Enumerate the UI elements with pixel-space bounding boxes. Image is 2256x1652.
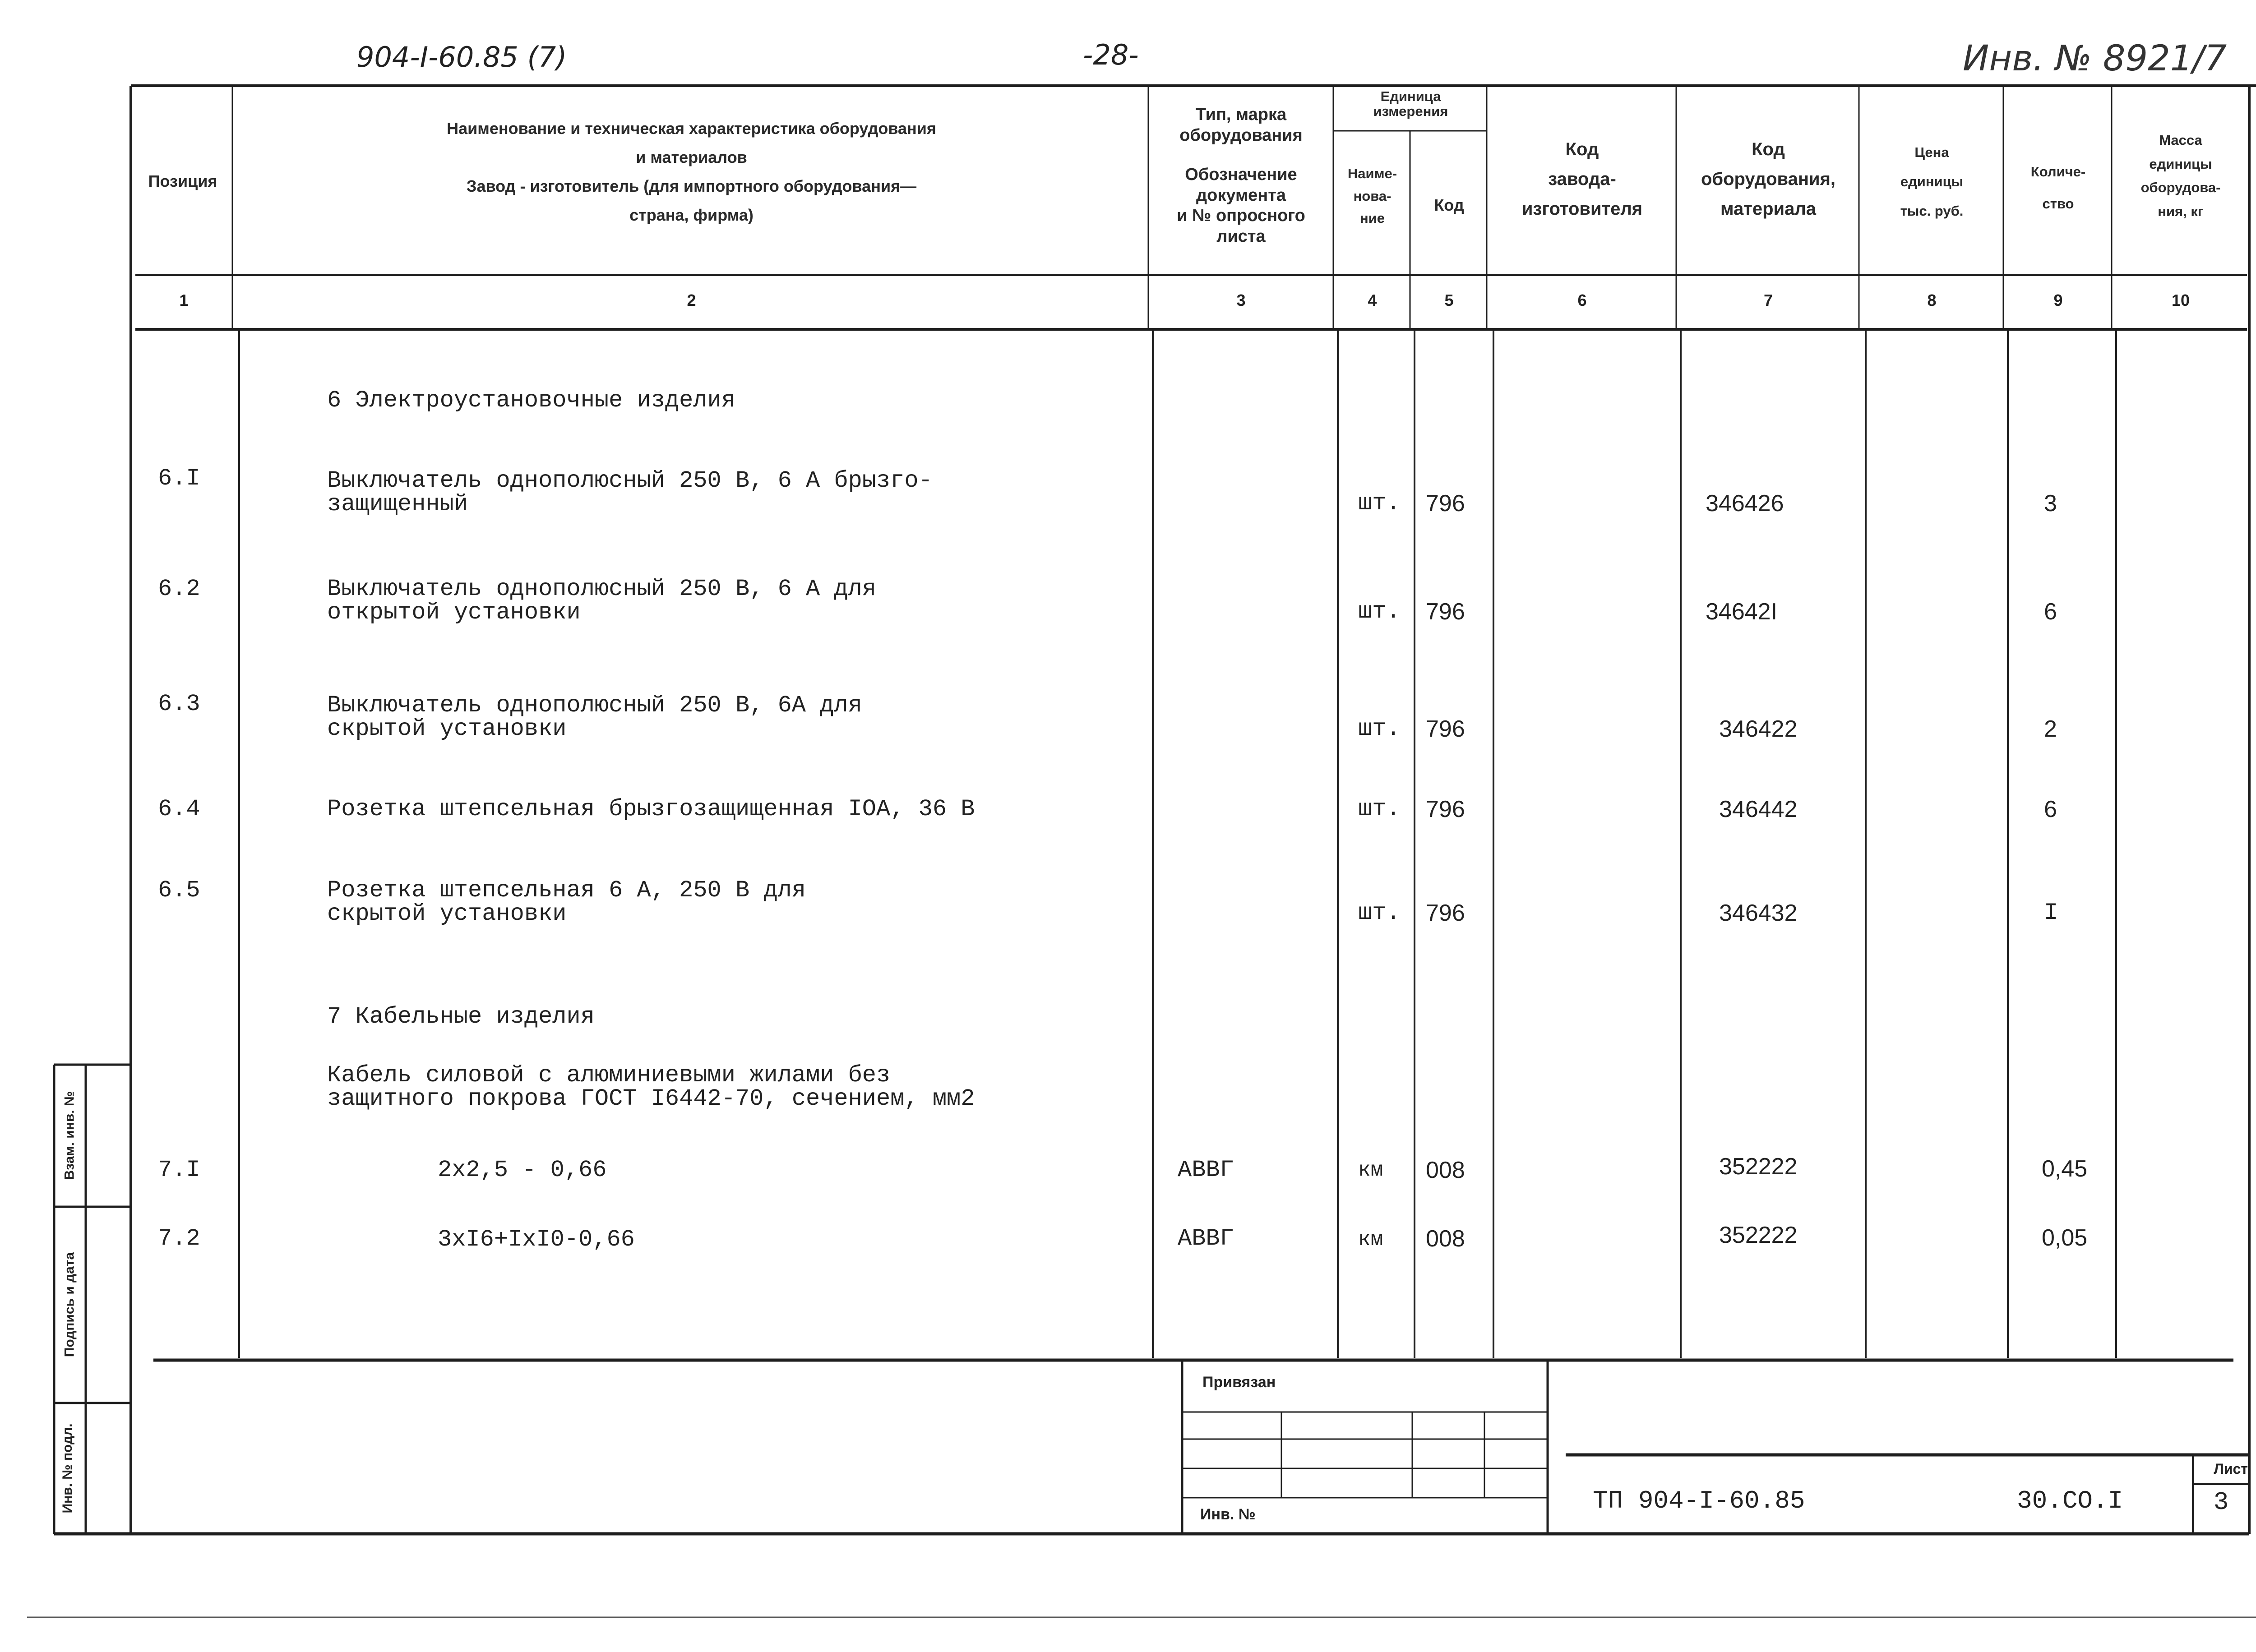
row-unit-code: 796 xyxy=(1426,796,1465,822)
row-position: 6.4 xyxy=(158,796,200,822)
col-number: 4 xyxy=(1368,291,1377,309)
stamp-inv-no: Инв. № xyxy=(1200,1506,1256,1523)
col-number: 2 xyxy=(687,291,696,309)
header-type: Тип, марка оборудования Обозначение документа и № опросного листа xyxy=(1177,105,1305,246)
row-name: Розетка штепсельная брызгозащищенная IOA, 36 В xyxy=(327,796,975,822)
header-unit-group: Единица измерения xyxy=(1373,88,1448,119)
row-unit-code: 008 xyxy=(1426,1157,1465,1183)
col-number: 9 xyxy=(2053,291,2063,309)
row-position: 6.I xyxy=(158,465,200,492)
row-type: АВВГ xyxy=(1178,1157,1234,1183)
header-mass: Масса единицы оборудова- ния, кг xyxy=(2140,132,2221,220)
col-number: 1 xyxy=(179,291,189,309)
row-name: Выключатель однополюсный 250 В, 6А для скрытой установки xyxy=(327,692,862,742)
row-name: Выключатель однополюсный 250 В, 6 А брызго- защищенный xyxy=(327,467,933,517)
row-unit-code: 008 xyxy=(1426,1226,1465,1252)
col-number: 3 xyxy=(1236,291,1246,309)
inventory-number: Инв. № 8921/7 xyxy=(1963,38,2227,79)
col-number: 5 xyxy=(1444,291,1454,309)
row-unit: шт. xyxy=(1358,900,1401,926)
cable-description: Кабель силовой с алюминиевыми жилами без защитного покрова ГОСТ I6442-70, сечением, мм2 xyxy=(327,1062,975,1112)
page-number: -28- xyxy=(1083,38,1139,71)
row-quantity: 0,05 xyxy=(2042,1225,2088,1251)
row-material-code: 34642I xyxy=(1706,599,1778,625)
row-type: АВВГ xyxy=(1178,1225,1234,1252)
row-quantity: I xyxy=(2044,900,2058,926)
row-material-code: 352222 xyxy=(1719,1154,1798,1180)
row-position: 6.2 xyxy=(158,576,200,602)
col-number: 8 xyxy=(1927,291,1937,309)
row-quantity: 3 xyxy=(2044,490,2057,517)
row-name: 3xI6+IxI0-0,66 xyxy=(438,1226,635,1253)
row-quantity: 2 xyxy=(2044,716,2057,742)
row-material-code: 352222 xyxy=(1719,1222,1798,1248)
row-quantity: 6 xyxy=(2044,599,2057,625)
row-unit: шт. xyxy=(1358,598,1401,625)
stamp-privyazan: Привязан xyxy=(1202,1374,1276,1391)
row-unit-code: 796 xyxy=(1426,900,1465,926)
header-unit-code: Код xyxy=(1434,196,1464,214)
row-quantity: 6 xyxy=(2044,796,2057,822)
row-material-code: 346432 xyxy=(1719,900,1798,926)
row-material-code: 346422 xyxy=(1719,716,1798,742)
stamp-code: 30.CO.I xyxy=(2017,1486,2123,1515)
row-name: 2x2,5 - 0,66 xyxy=(438,1157,607,1183)
stamp-sheet-number: 3 xyxy=(2213,1488,2229,1517)
row-position: 6.5 xyxy=(158,877,200,904)
row-position: 6.3 xyxy=(158,691,200,717)
row-unit-code: 796 xyxy=(1426,490,1465,517)
doc-code: 904-I-60.85 (7) xyxy=(356,41,567,74)
row-material-code: 346442 xyxy=(1719,796,1798,822)
header-quantity: Количе- ство xyxy=(2030,164,2086,212)
col-number: 10 xyxy=(2171,291,2190,309)
row-name: Розетка штепсельная 6 А, 250 В для скрытой установки xyxy=(327,877,806,927)
col-number: 7 xyxy=(1763,291,1773,309)
header-factory-code: Код завода- изготовителя xyxy=(1521,139,1643,219)
side-stamp-inv-podl: Инв. № подл. xyxy=(60,1423,75,1514)
row-unit: км xyxy=(1358,1228,1383,1251)
row-unit: шт. xyxy=(1358,796,1401,822)
row-quantity: 0,45 xyxy=(2042,1156,2088,1182)
row-position: 7.I xyxy=(158,1157,200,1183)
section-heading: 7 Кабельные изделия xyxy=(327,1003,595,1030)
header-position: Позиция xyxy=(148,172,217,190)
col-number: 6 xyxy=(1577,291,1587,309)
header-material-code: Код оборудования, материала xyxy=(1701,139,1836,219)
row-unit: шт. xyxy=(1358,715,1401,742)
header-unit-name: Наиме- нова- ние xyxy=(1347,166,1397,226)
side-stamp-signature: Подпись и дата xyxy=(62,1252,77,1357)
section-heading: 6 Электроустановочные изделия xyxy=(327,387,735,414)
row-position: 7.2 xyxy=(158,1225,200,1252)
row-unit: км xyxy=(1358,1158,1383,1182)
row-unit-code: 796 xyxy=(1426,716,1465,742)
header-price: Цена единицы тыс. руб. xyxy=(1900,144,1964,219)
stamp-sheet-label: Лист xyxy=(2214,1461,2248,1477)
row-material-code: 346426 xyxy=(1706,490,1784,517)
stamp-designation: ТП 904-I-60.85 xyxy=(1593,1486,1805,1515)
row-unit-code: 796 xyxy=(1426,599,1465,625)
row-name: Выключатель однополюсный 250 В, 6 А для открытой установки xyxy=(327,576,876,626)
row-unit: шт. xyxy=(1358,490,1401,517)
side-stamp-vzam: Взам. инв. № xyxy=(62,1091,77,1180)
header-name: Наименование и техническая характеристика оборудования и материалов Завод - изготовитель (для импортного оборудования— страна, фирма) xyxy=(447,119,936,224)
